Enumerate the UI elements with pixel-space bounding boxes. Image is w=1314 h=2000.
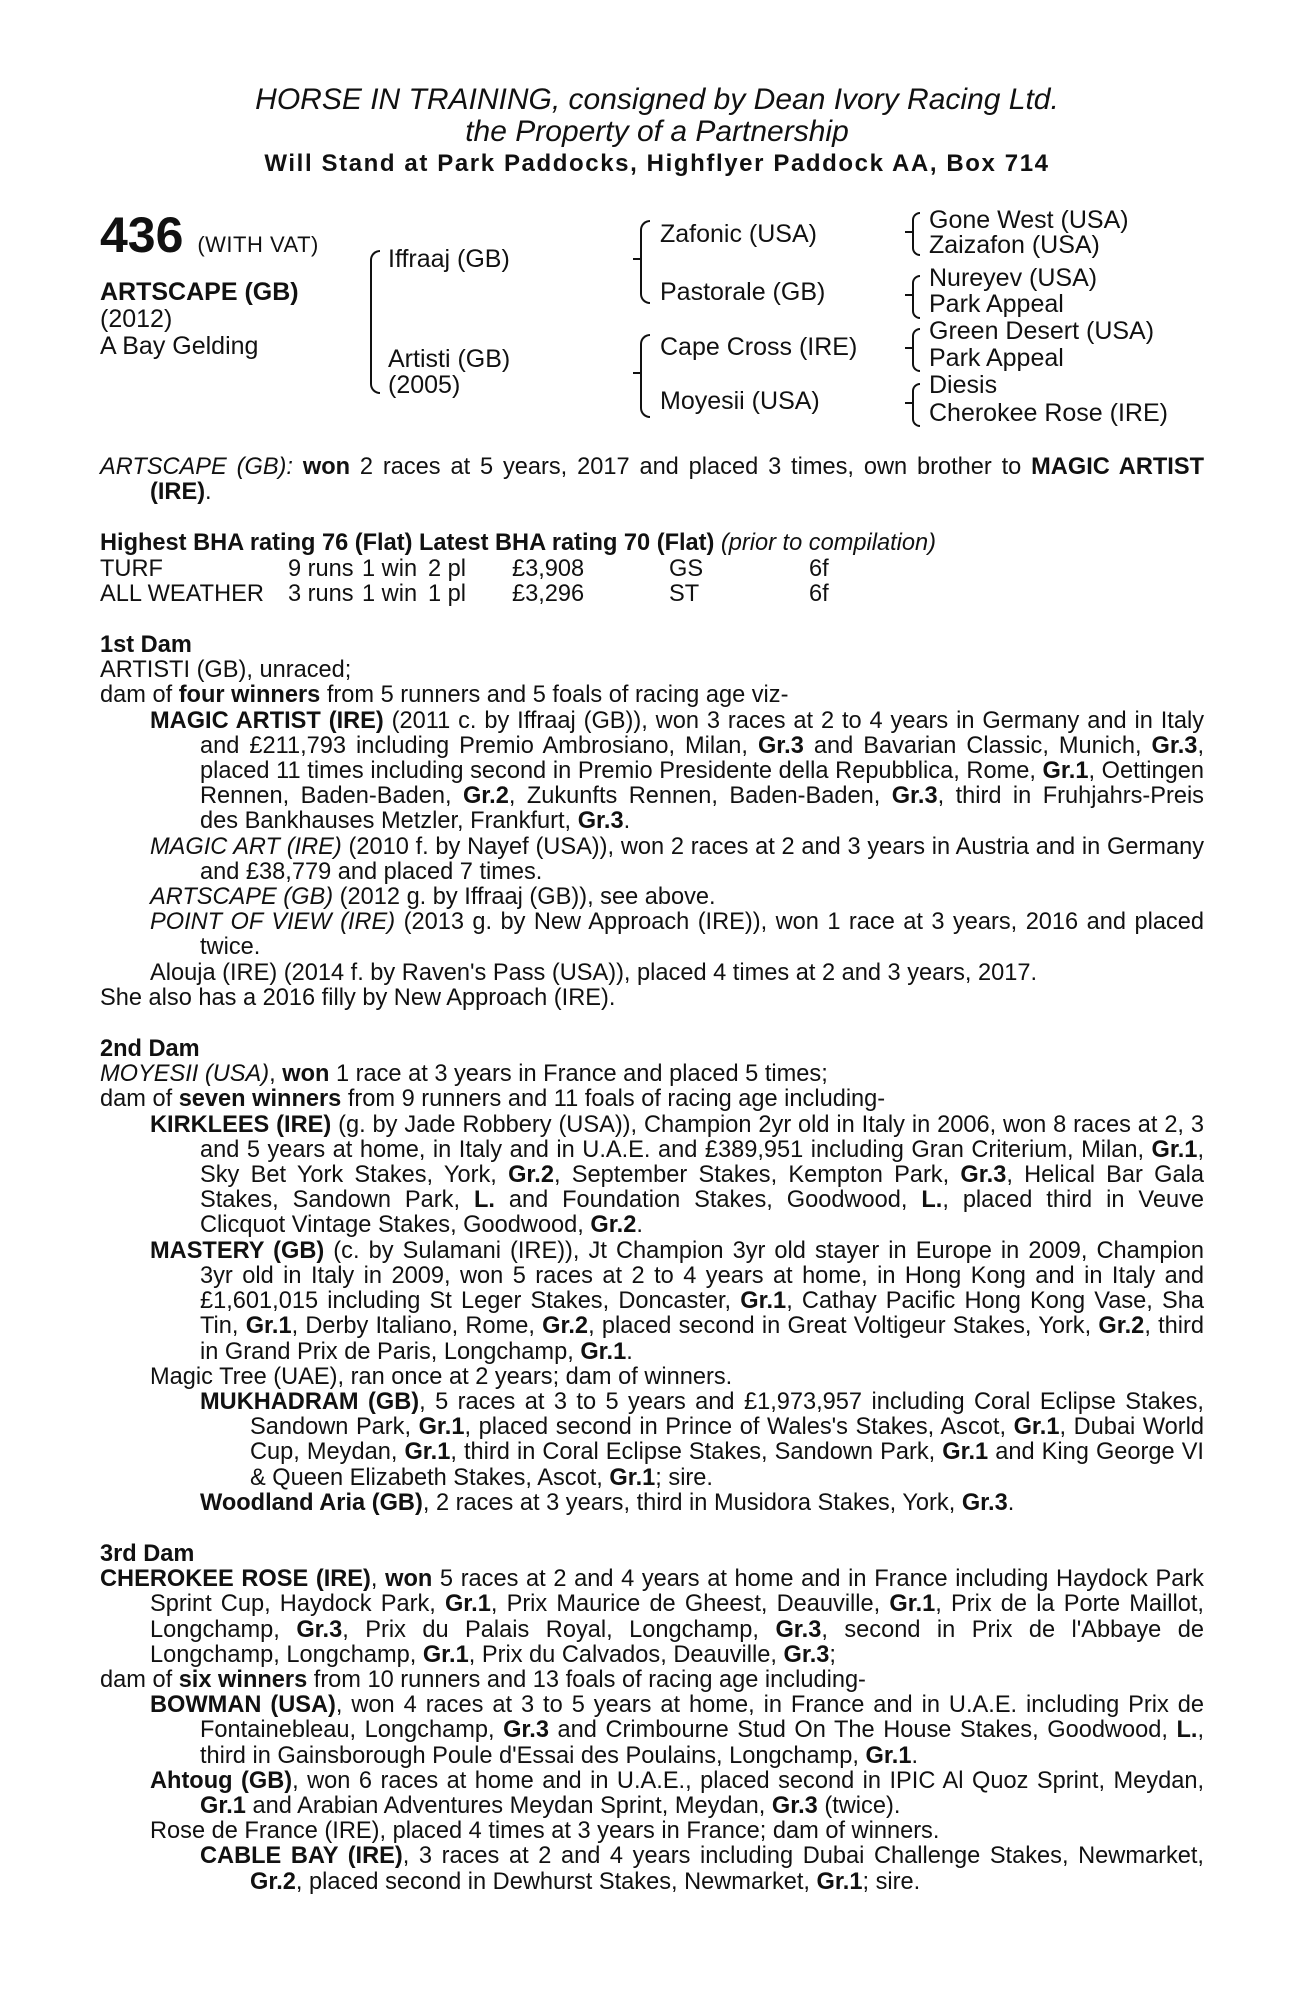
grade: Gr.2 [1098, 1313, 1145, 1340]
pedigree-brace [640, 334, 650, 418]
record-prize: £3,908 [512, 555, 585, 582]
grade: Gr.3 [757, 732, 804, 759]
grade: Gr.2 [250, 1868, 296, 1895]
text: (2012 g. by Iffraaj (GB)), see above. [333, 884, 716, 911]
text: and Arabian Adventures Meydan Sprint, Meydan, [245, 1792, 772, 1819]
text: , Helical Bar Gala Stakes, Sandown Park, [200, 1162, 1204, 1214]
offspring-name: CABLE BAY (IRE) [200, 1843, 403, 1870]
section-heading: 3rd Dam [100, 1540, 195, 1567]
dam-line: ARTISTI (GB), unraced; [100, 657, 352, 684]
text: 5 races at 2 and 4 years at home and in France including Haydock Park Sprint Cup, Haydock Park, [150, 1566, 1204, 1618]
foaling-year: (2012) [100, 305, 173, 333]
text: (2010 f. by Nayef (USA)), won 2 races at 2 and 3 years in Austria and in Germany and £38,779 and placed 7 times. [200, 833, 1204, 885]
text: dam of [100, 1666, 179, 1693]
dam-produce-line [100, 1087, 1204, 1112]
offspring-entry: Rose de France (IRE), placed 4 times at 3 years in France; dam of winners. [150, 1818, 940, 1845]
dam-name: MOYESII (USA) [100, 1061, 270, 1088]
text: dam of [100, 682, 179, 709]
brace-tip [905, 402, 913, 404]
text: , placed second in Prince of Wales's Stakes, Ascot, [464, 1414, 1014, 1441]
offspring-name: POINT OF VIEW (IRE) [150, 909, 396, 936]
grade: Gr.1 [200, 1792, 246, 1819]
grade: L. [473, 1187, 495, 1214]
dam-produce-line [100, 683, 1204, 708]
grade: Gr.2 [542, 1313, 589, 1340]
dam-name: Artisti (GB) [388, 345, 511, 373]
grade: Gr.1 [942, 1439, 989, 1466]
summary-colon: : [286, 454, 303, 480]
text: . [623, 808, 631, 835]
offspring-name: MASTERY (GB) [150, 1237, 325, 1264]
grade: Gr.1 [404, 1439, 451, 1466]
text: , Prix de la Porte Maillot, Longchamp, [150, 1591, 1204, 1643]
text: , Cathay Pacific Hong Kong Vase, Sha Tin, [200, 1288, 1204, 1340]
won: won [385, 1566, 433, 1593]
grade: Gr.3 [503, 1717, 549, 1744]
dam-line [100, 1567, 1204, 1668]
record-surface: TURF [100, 555, 163, 582]
text: , Oettingen Rennen, Baden-Baden, [200, 758, 1204, 810]
brace-tip [905, 294, 913, 296]
grade: Gr.3 [775, 1616, 822, 1643]
brace-tip [633, 372, 641, 374]
section-heading: 2nd Dam [100, 1036, 200, 1063]
grade: Gr.3 [960, 1162, 1007, 1189]
sire-sire-sire: Gone West (USA) [929, 206, 1129, 234]
brace-tip [905, 231, 913, 233]
offspring-name: ARTSCAPE (GB) [150, 884, 334, 911]
grade: Gr.1 [444, 1591, 491, 1618]
record-surface: ALL WEATHER [100, 580, 264, 607]
horse-summary [100, 455, 1204, 505]
text: and Crimbourne Stud On The House Stakes, Goodwood, [549, 1717, 1177, 1744]
consignor-line: HORSE IN TRAINING, consigned by Dean Ivory Racing Ltd. [255, 83, 1059, 116]
dam-sire-dam: Park Appeal [929, 344, 1064, 372]
offspring-entry [100, 709, 1204, 835]
grade: Gr.1 [865, 1742, 912, 1769]
text: (c. by Sulamani (IRE)), Jt Champion 3yr old stayer in Europe in 2009, Champion 3yr old in Italy in 2009, won 5 races at 2 to 4 years at home, in Hong Kong and in Italy and £1,601,015 including St Leger Stakes, Doncaster, [200, 1237, 1204, 1315]
text: . [1007, 1489, 1015, 1516]
text: , 5 races at 3 to 5 years and £1,973,957 including Coral Eclipse Stakes, Sandown Park, [250, 1388, 1204, 1441]
section-heading: 1st Dam [100, 632, 192, 659]
pedigree-brace [640, 220, 650, 304]
grade: Gr.3 [783, 1641, 830, 1668]
pedigree-brace [912, 383, 920, 427]
text: ; [829, 1641, 836, 1668]
text: , Sky Bet York Stakes, York, [200, 1136, 1204, 1189]
dam-line: MOYESII (USA), won 1 race at 3 years in France and placed 5 times; [100, 1061, 828, 1088]
text: , placed second in Dewhurst Stakes, Newmarket, [295, 1868, 817, 1895]
text: ; sire. [655, 1464, 713, 1491]
offspring-entry [100, 1239, 1204, 1365]
text: (2013 g. by New Approach (IRE)), won 1 race at 3 years, 2016 and placed twice. [200, 909, 1204, 961]
dam-sire-sire: Green Desert (USA) [929, 317, 1155, 345]
grade: Gr.2 [508, 1162, 554, 1189]
text: , [370, 1566, 386, 1593]
pedigree-brace [912, 328, 920, 372]
offspring-entry [100, 1113, 1204, 1239]
sire-dam-sire: Nureyev (USA) [929, 264, 1098, 292]
grade: Gr.1 [422, 1641, 469, 1668]
grand-offspring-entry [100, 1844, 1204, 1894]
text: from 5 runners and 5 foals of racing age viz- [320, 682, 789, 709]
dam-dam-dam: Cherokee Rose (IRE) [929, 399, 1168, 427]
grade: Gr.3 [891, 783, 938, 810]
grade: Gr.3 [1151, 732, 1198, 759]
grade: Gr.1 [580, 1338, 627, 1365]
record-distance: 6f [809, 555, 829, 582]
text: , Prix Maurice de Gheest, Deauville, [490, 1591, 890, 1618]
grade: Gr.3 [577, 808, 624, 835]
summary-end: . [205, 479, 212, 506]
dam-dam: Moyesii (USA) [660, 387, 820, 415]
sire-dam: Pastorale (GB) [660, 278, 826, 306]
grade: Gr.1 [1013, 1414, 1060, 1441]
text: . [911, 1742, 919, 1769]
text: , placed second in Great Voltigeur Stakes, York, [588, 1313, 1099, 1340]
grand-offspring-entry [100, 1491, 1204, 1516]
grade: Gr.1 [740, 1288, 787, 1315]
dam-note: She also has a 2016 filly by New Approach (IRE). [100, 984, 616, 1011]
dam-produce-line [100, 1668, 1204, 1693]
record-distance: 6f [809, 580, 829, 607]
dam-dam-sire: Diesis [929, 371, 998, 399]
grade: Gr.2 [462, 783, 509, 810]
sire-sire-dam: Zaizafon (USA) [929, 231, 1100, 259]
offspring-entry [100, 885, 1204, 910]
grade: L. [1176, 1717, 1198, 1744]
won: won [282, 1061, 330, 1088]
text: , 3 races at 2 and 4 years including Dubai Challenge Stakes, Newmarket, [402, 1843, 1204, 1870]
grand-offspring-entry [100, 1390, 1204, 1491]
grade: Gr.1 [245, 1313, 292, 1340]
offspring-name: BOWMAN (USA) [150, 1692, 336, 1719]
horse-description: A Bay Gelding [100, 332, 259, 360]
vat-note: (WITH VAT) [197, 232, 319, 257]
offspring-name: MAGIC ART (IRE) [150, 833, 342, 860]
pedigree-brace [370, 250, 380, 394]
text: from 9 runners and 11 foals of racing age including- [341, 1086, 886, 1113]
text: , third in Gainsborough Poule d'Essai des Poulains, Longchamp, [200, 1717, 1204, 1769]
text: dam of [100, 1086, 179, 1113]
rating-note: (prior to compilation) [714, 530, 936, 557]
offspring-name: MUKHADRAM (GB) [200, 1388, 420, 1415]
summary-text: 2 races at 5 years, 2017 and placed 3 times, own brother to [350, 454, 1032, 480]
record-runs: 9 runs [288, 555, 354, 582]
summary-horse-name: ARTSCAPE (GB) [100, 454, 287, 480]
brace-tip [905, 347, 913, 349]
text: , won 4 races at 3 to 5 years at home, in France and in U.A.E. including Prix de Fontainebleau, Longchamp, [200, 1692, 1204, 1744]
text: and Bavarian Classic, Munich, [803, 732, 1152, 759]
text: 1 race at 3 years in France and placed 5 times; [329, 1061, 828, 1088]
pedigree-brace [912, 212, 920, 256]
grade: Gr.1 [1151, 1136, 1198, 1163]
text: , third in Coral Eclipse Stakes, Sandown Park, [450, 1439, 943, 1466]
dam-year: (2005) [388, 371, 461, 399]
grade: Gr.3 [296, 1616, 343, 1643]
text: , Prix du Calvados, Deauville, [468, 1641, 784, 1668]
text: . [636, 1212, 643, 1239]
summary-brother: MAGIC ARTIST (IRE) [150, 454, 1204, 506]
winners-count: four winners [178, 682, 321, 709]
record-prize: £3,296 [512, 580, 585, 607]
text: and Foundation Stakes, Goodwood, [494, 1187, 922, 1214]
lot-number-value: 436 [100, 207, 184, 263]
text: ; sire. [862, 1868, 921, 1895]
text: , Zukunfts Rennen, Baden-Baden, [508, 783, 892, 810]
grade: Gr.1 [609, 1464, 656, 1491]
text: , third in Fruhjahrs-Preis des Bankhauses Metzler, Frankfurt, [200, 783, 1204, 835]
grade: Gr.2 [590, 1212, 637, 1239]
record-wins: 1 win [362, 555, 418, 582]
grade: Gr.1 [418, 1414, 465, 1441]
winners-count: six winners [178, 1666, 308, 1693]
pedigree-brace [912, 275, 920, 319]
grade: Gr.1 [816, 1868, 863, 1895]
offspring-entry [100, 910, 1204, 960]
text: , Prix du Palais Royal, Longchamp, [342, 1616, 776, 1643]
offspring-entry [100, 1693, 1204, 1769]
table-row [100, 582, 829, 607]
summary-won: won [302, 454, 351, 480]
stable-location-line: Will Stand at Park Paddocks, Highflyer Paddock AA, Box 714 [264, 150, 1050, 177]
grade: Gr.3 [771, 1792, 818, 1819]
text: from 10 runners and 13 foals of racing age including- [307, 1666, 866, 1693]
text: , won 6 races at home and in U.A.E., placed second in IPIC Al Quoz Sprint, Meydan, [292, 1767, 1204, 1794]
sire-sire: Zafonic (USA) [660, 220, 817, 248]
offspring-entry: Magic Tree (UAE), ran once at 2 years; dam of winners. [150, 1363, 733, 1390]
horse-name: ARTSCAPE (GB) [100, 278, 299, 306]
offspring-name: MAGIC ARTIST (IRE) [150, 707, 384, 734]
lot-number [100, 207, 319, 270]
record-going: ST [669, 580, 700, 607]
offspring-name: Ahtoug (GB) [150, 1767, 293, 1794]
text: (twice). [817, 1792, 901, 1819]
catalogue-body [100, 455, 1204, 1895]
text: (2011 c. by Iffraaj (GB)), won 3 races at 2 to 4 years in Germany and in Italy and £211,793 including Premio Ambrosiano, Milan, [200, 707, 1204, 759]
grade: Gr.1 [1042, 758, 1089, 785]
property-line: the Property of a Partnership [465, 115, 849, 148]
table-row [100, 557, 829, 582]
sire-dam-dam: Park Appeal [929, 290, 1064, 318]
grade: L. [921, 1187, 943, 1214]
text: , third in Grand Prix de Paris, Longchamp, [200, 1313, 1204, 1365]
text: , Derby Italiano, Rome, [291, 1313, 543, 1340]
sire-name: Iffraaj (GB) [388, 245, 510, 273]
text: , placed 11 times including second in Premio Presidente della Repubblica, Rome, [200, 732, 1204, 785]
offspring-name: Woodland Aria (GB) [200, 1489, 423, 1516]
grade: Gr.1 [889, 1591, 936, 1618]
record-wins: 1 win [362, 580, 418, 607]
record-placed: 1 pl [428, 580, 467, 607]
offspring-entry: Alouja (IRE) (2014 f. by Raven's Pass (USA)), placed 4 times at 2 and 3 years, 2017. [150, 959, 1038, 986]
text: . [626, 1338, 633, 1365]
winners-count: seven winners [178, 1086, 342, 1113]
text: , 2 races at 3 years, third in Musidora Stakes, York, [422, 1489, 962, 1516]
dam-sire: Cape Cross (IRE) [660, 333, 858, 361]
race-record-table [100, 557, 829, 607]
text: , September Stakes, Kempton Park, [554, 1162, 961, 1189]
rating-line [100, 531, 1204, 556]
text: , second in Prix de l'Abbaye de Longchamp, Longchamp, [150, 1616, 1204, 1668]
text: (g. by Jade Robbery (USA)), Champion 2yr old in Italy in 2006, won 8 races at 2, 3 and 5 years at home, in Italy and in U.A.E. and £389,951 including Gran Criterium, Milan, [200, 1111, 1204, 1163]
record-runs: 3 runs [288, 580, 354, 607]
dam-name: CHEROKEE ROSE (IRE) [100, 1566, 371, 1593]
record-placed: 2 pl [428, 555, 467, 582]
rating-bold: Highest BHA rating 76 (Flat) Latest BHA rating 70 (Flat) [100, 530, 715, 557]
text: and King George VI & Queen Elizabeth Stakes, Ascot, [250, 1439, 1204, 1491]
offspring-entry [100, 1769, 1204, 1819]
brace-tip [633, 258, 641, 260]
grade: Gr.3 [961, 1489, 1008, 1516]
record-going: GS [669, 555, 704, 582]
text: , placed third in Veuve Clicquot Vintage Stakes, Goodwood, [200, 1187, 1204, 1239]
offspring-entry [100, 835, 1204, 885]
offspring-name: KIRKLEES (IRE) [150, 1111, 332, 1138]
text: , Dubai World Cup, Meydan, [250, 1414, 1204, 1466]
